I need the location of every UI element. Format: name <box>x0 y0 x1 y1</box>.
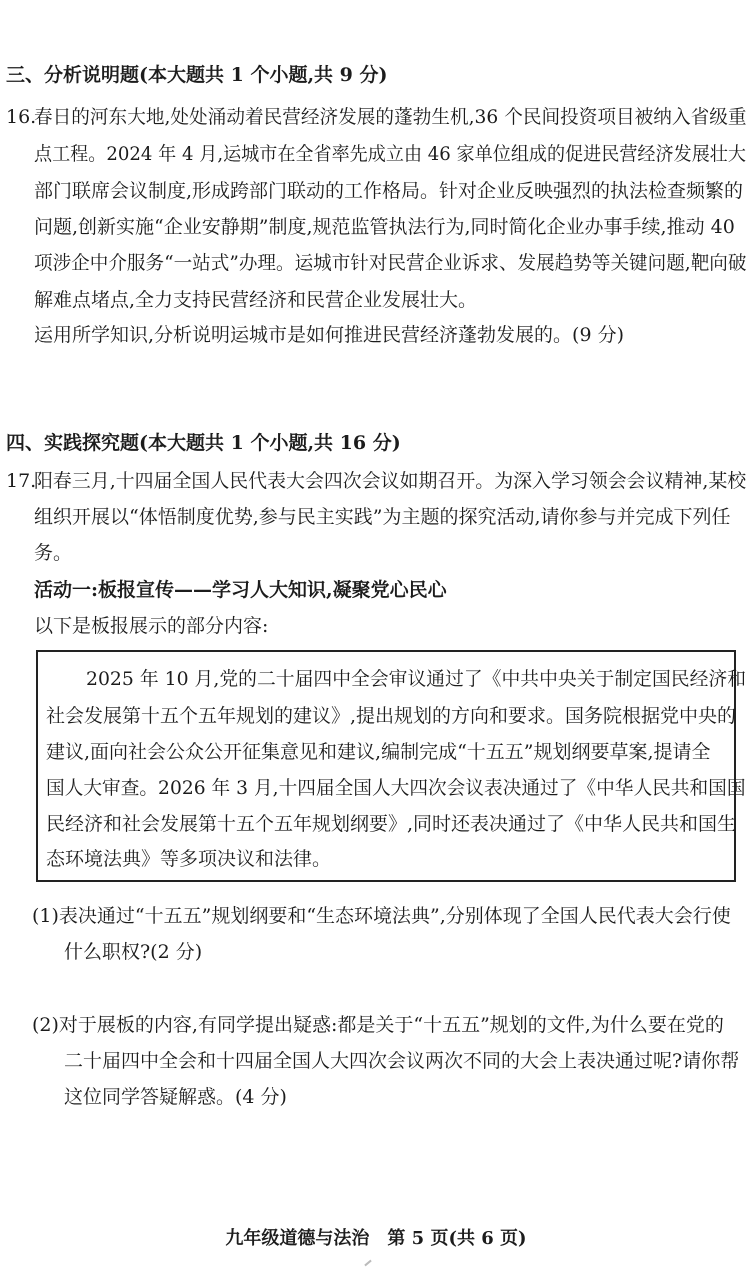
board-intro: 以下是板报展示的部分内容: <box>34 615 269 637</box>
section-4-title: 四、实践探究题(本大题共 1 个小题,共 16 分) <box>6 432 401 454</box>
board-line-2: 社会发展第十五个五年规划的建议》,提出规划的方向和要求。国务院根据党中央的 <box>46 705 737 727</box>
question-17-number: 17. <box>6 470 37 492</box>
sub-question-2-line-2: 二十届四中全会和十四届全国人大四次会议两次不同的大会上表决通过呢?请你帮 <box>64 1050 740 1072</box>
q17-line-3: 务。 <box>34 542 73 564</box>
q16-line-4: 问题,创新实施“企业安静期”制度,规范监管执法行为,同时简化企业办事手续,推动 40 <box>34 216 735 238</box>
q16-line-5: 项涉企中介服务“一站式”办理。运城市针对民营企业诉求、发展趋势等关键问题,靶向破 <box>34 252 747 274</box>
q17-line-2: 组织开展以“体悟制度优势,参与民主实践”为主题的探究活动,请你参与并完成下列任 <box>34 506 731 528</box>
board-line-4: 国人大审查。2026 年 3 月,十四届全国人大四次会议表决通过了《中华人民共和国国 <box>46 777 746 799</box>
q16-question: 运用所学知识,分析说明运城市是如何推进民营经济蓬勃发展的。(9 分) <box>34 324 624 346</box>
page-footer: 九年级道德与法治 第 5 页(共 6 页) <box>225 1228 527 1249</box>
question-16-number: 16. <box>6 106 37 128</box>
q16-line-1: 春日的河东大地,处处涌动着民营经济发展的蓬勃生机,36 个民间投资项目被纳入省级重 <box>34 106 747 128</box>
stray-mark <box>364 1260 371 1267</box>
sub-question-2-line-3: 这位同学答疑解惑。(4 分) <box>64 1086 287 1108</box>
sub-question-1-line-2: 什么职权?(2 分) <box>64 941 203 963</box>
sub-question-1-line-1: (1)表决通过“十五五”规划纲要和“生态环境法典”,分别体现了全国人民代表大会行使 <box>32 905 731 927</box>
sub-question-2-line-1: (2)对于展板的内容,有同学提出疑惑:都是关于“十五五”规划的文件,为什么要在党的 <box>32 1014 724 1036</box>
activity-1-title: 活动一:板报宣传——学习人大知识,凝聚党心民心 <box>34 579 447 601</box>
q17-line-1: 阳春三月,十四届全国人民代表大会四次会议如期召开。为深入学习领会会议精神,某校 <box>34 470 747 492</box>
board-line-6: 态环境法典》等多项决议和法律。 <box>46 848 332 870</box>
section-3-title: 三、分析说明题(本大题共 1 个小题,共 9 分) <box>6 64 388 86</box>
q16-line-3: 部门联席会议制度,形成跨部门联动的工作格局。针对企业反映强烈的执法检查频繁的 <box>34 180 744 202</box>
board-line-5: 民经济和社会发展第十五个五年规划纲要》,同时还表决通过了《中华人民共和国生 <box>46 813 737 835</box>
q16-line-2: 点工程。2024 年 4 月,运城市在全省率先成立由 46 家单位组成的促进民营经济发展壮大 <box>34 143 746 165</box>
q16-line-6: 解难点堵点,全力支持民营经济和民营企业发展壮大。 <box>34 289 478 311</box>
board-line-3: 建议,面向社会公众公开征集意见和建议,编制完成“十五五”规划纲要草案,提请全 <box>46 741 711 763</box>
board-line-1: 2025 年 10 月,党的二十届四中全会审议通过了《中共中央关于制定国民经济和 <box>86 668 747 690</box>
